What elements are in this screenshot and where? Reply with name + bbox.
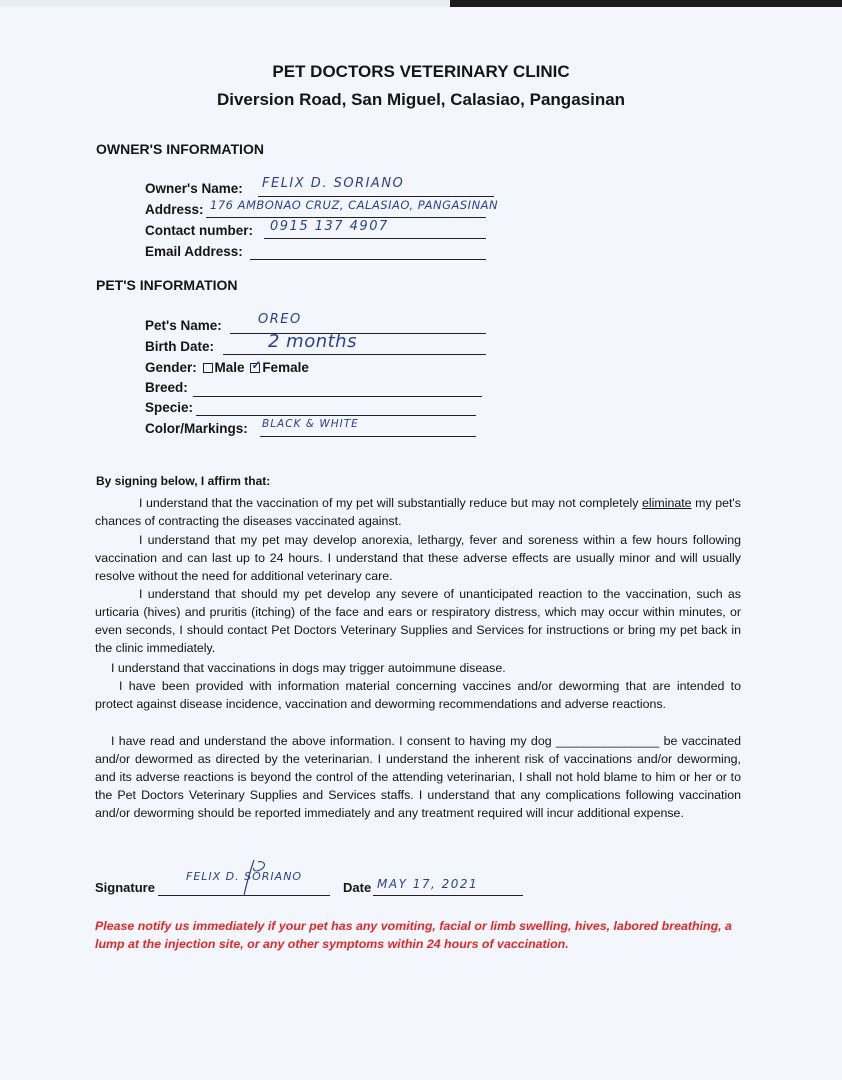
paragraph-5-text: I have been provided with information material concerning vaccines and/or deworming that are intended to protect against disease incidence, vaccination and deworming recommendations and adverse reactions.: [95, 679, 741, 711]
gender-row: [145, 360, 309, 375]
scan-top-edge-light: [0, 0, 450, 7]
specie-label: Specie:: [145, 400, 194, 415]
owner-address-label: Address:: [145, 202, 204, 217]
paragraph-4-text: I understand that vaccinations in dogs may trigger autoimmune disease.: [111, 661, 506, 675]
female-checkbox[interactable]: [250, 363, 260, 373]
affirmation-paragraph-4: [95, 659, 741, 677]
paragraph-3-text: I understand that should my pet develop any severe of unanticipated reaction to the vaccination, such as urticaria (hives) and pruritis (itching) of the face and ears or respiratory distress, which may occur within minutes, or even seconds, I should contact Pet Doctors Veterinary Supplies and Services for instructions or bring my pet back in the clinic immediately.: [95, 587, 741, 655]
owner-section-title: OWNER'S INFORMATION: [96, 141, 264, 157]
male-label: Male: [214, 360, 245, 375]
paragraph-1-text-a: I understand that the vaccination of my pet will substantially reduce but may not completely: [139, 496, 639, 510]
owner-address-field[interactable]: 176 AMBONAO CRUZ, CALASIAO, PANGASINAN: [210, 198, 499, 212]
date-line: [373, 895, 523, 896]
signature-field[interactable]: [180, 858, 330, 898]
birth-date-line: [223, 354, 486, 355]
breed-label: Breed:: [145, 380, 188, 395]
paragraph-6-text-a: I have read and understand the above information. I consent to having my dog: [111, 734, 552, 748]
affirmation-paragraph-3: [95, 585, 741, 657]
color-markings-field[interactable]: BLACK & WHITE: [262, 418, 359, 430]
owner-name-field[interactable]: FELIX D. SORIANO: [262, 176, 405, 191]
owner-name-label: Owner's Name:: [145, 181, 243, 196]
gender-label: Gender:: [145, 360, 197, 375]
affirmation-paragraph-6: [95, 732, 741, 822]
owner-address-line: [206, 217, 486, 218]
clinic-address: Diversion Road, San Miguel, Calasiao, Pangasinan: [216, 90, 626, 109]
affirmation-paragraph-1: [95, 494, 741, 530]
paragraph-2-text: I understand that my pet may develop anorexia, lethargy, fever and soreness within a few hours following vaccination and can last up to 24 hours. I understand that these adverse effects are usually minor and will usually resolve without the need for additional veterinary care.: [95, 533, 741, 583]
pet-name-field[interactable]: OREO: [258, 312, 302, 327]
owner-email-line: [250, 259, 486, 260]
pet-name-label: Pet's Name:: [145, 318, 222, 333]
date-label: Date: [343, 880, 372, 895]
signature-text: FELIX D. SORIANO: [186, 870, 303, 883]
owner-contact-line: [264, 238, 486, 239]
birth-date-field[interactable]: 2 months: [268, 331, 357, 352]
owner-contact-field[interactable]: 0915 137 4907: [270, 219, 389, 234]
breed-line: [193, 396, 482, 397]
paragraph-1-text-c: my pet's chances of contracting the diseases vaccinated against.: [95, 496, 741, 528]
paragraph-6-text-b: be vaccinated and/or dewormed as directed by the veterinarian. I understand the inherent risk of vaccinations and/or deworming, and its adverse reactions is beyond the control of the attending veterinarian, I shall not hold blame to him or her or to the Pet Doctors Veterinary Supplies and Services staffs. I understand that any complications following vaccination and/or deworming should be reported immediately and any treatment required will incur additional expense.: [95, 734, 741, 820]
color-markings-line: [260, 436, 476, 437]
owner-contact-label: Contact number:: [145, 223, 253, 238]
owner-name-line: [258, 196, 494, 197]
paragraph-1-underlined: eliminate: [641, 496, 692, 510]
date-field[interactable]: MAY 17, 2021: [377, 877, 479, 891]
owner-email-label: Email Address:: [145, 244, 243, 259]
pet-section-title: PET'S INFORMATION: [96, 277, 238, 293]
color-markings-label: Color/Markings:: [145, 421, 248, 436]
specie-line: [196, 415, 476, 416]
affirmation-paragraph-5: [95, 677, 741, 713]
female-label: Female: [262, 360, 309, 375]
birth-date-label: Birth Date:: [145, 339, 215, 354]
dog-name-blank[interactable]: _______________: [555, 734, 660, 748]
affirmation-heading: By signing below, I affirm that:: [96, 474, 271, 488]
male-checkbox[interactable]: [203, 363, 213, 373]
vaccination-notice: Please notify us immediately if your pet has any vomiting, facial or limb swelling, hives, labored breathing, a lump at the injection site, or any other symptoms within 24 hours of vaccination.: [95, 919, 732, 951]
affirmation-paragraph-2: [95, 531, 741, 585]
signature-label: Signature: [95, 880, 155, 895]
clinic-name: PET DOCTORS VETERINARY CLINIC: [272, 62, 570, 81]
